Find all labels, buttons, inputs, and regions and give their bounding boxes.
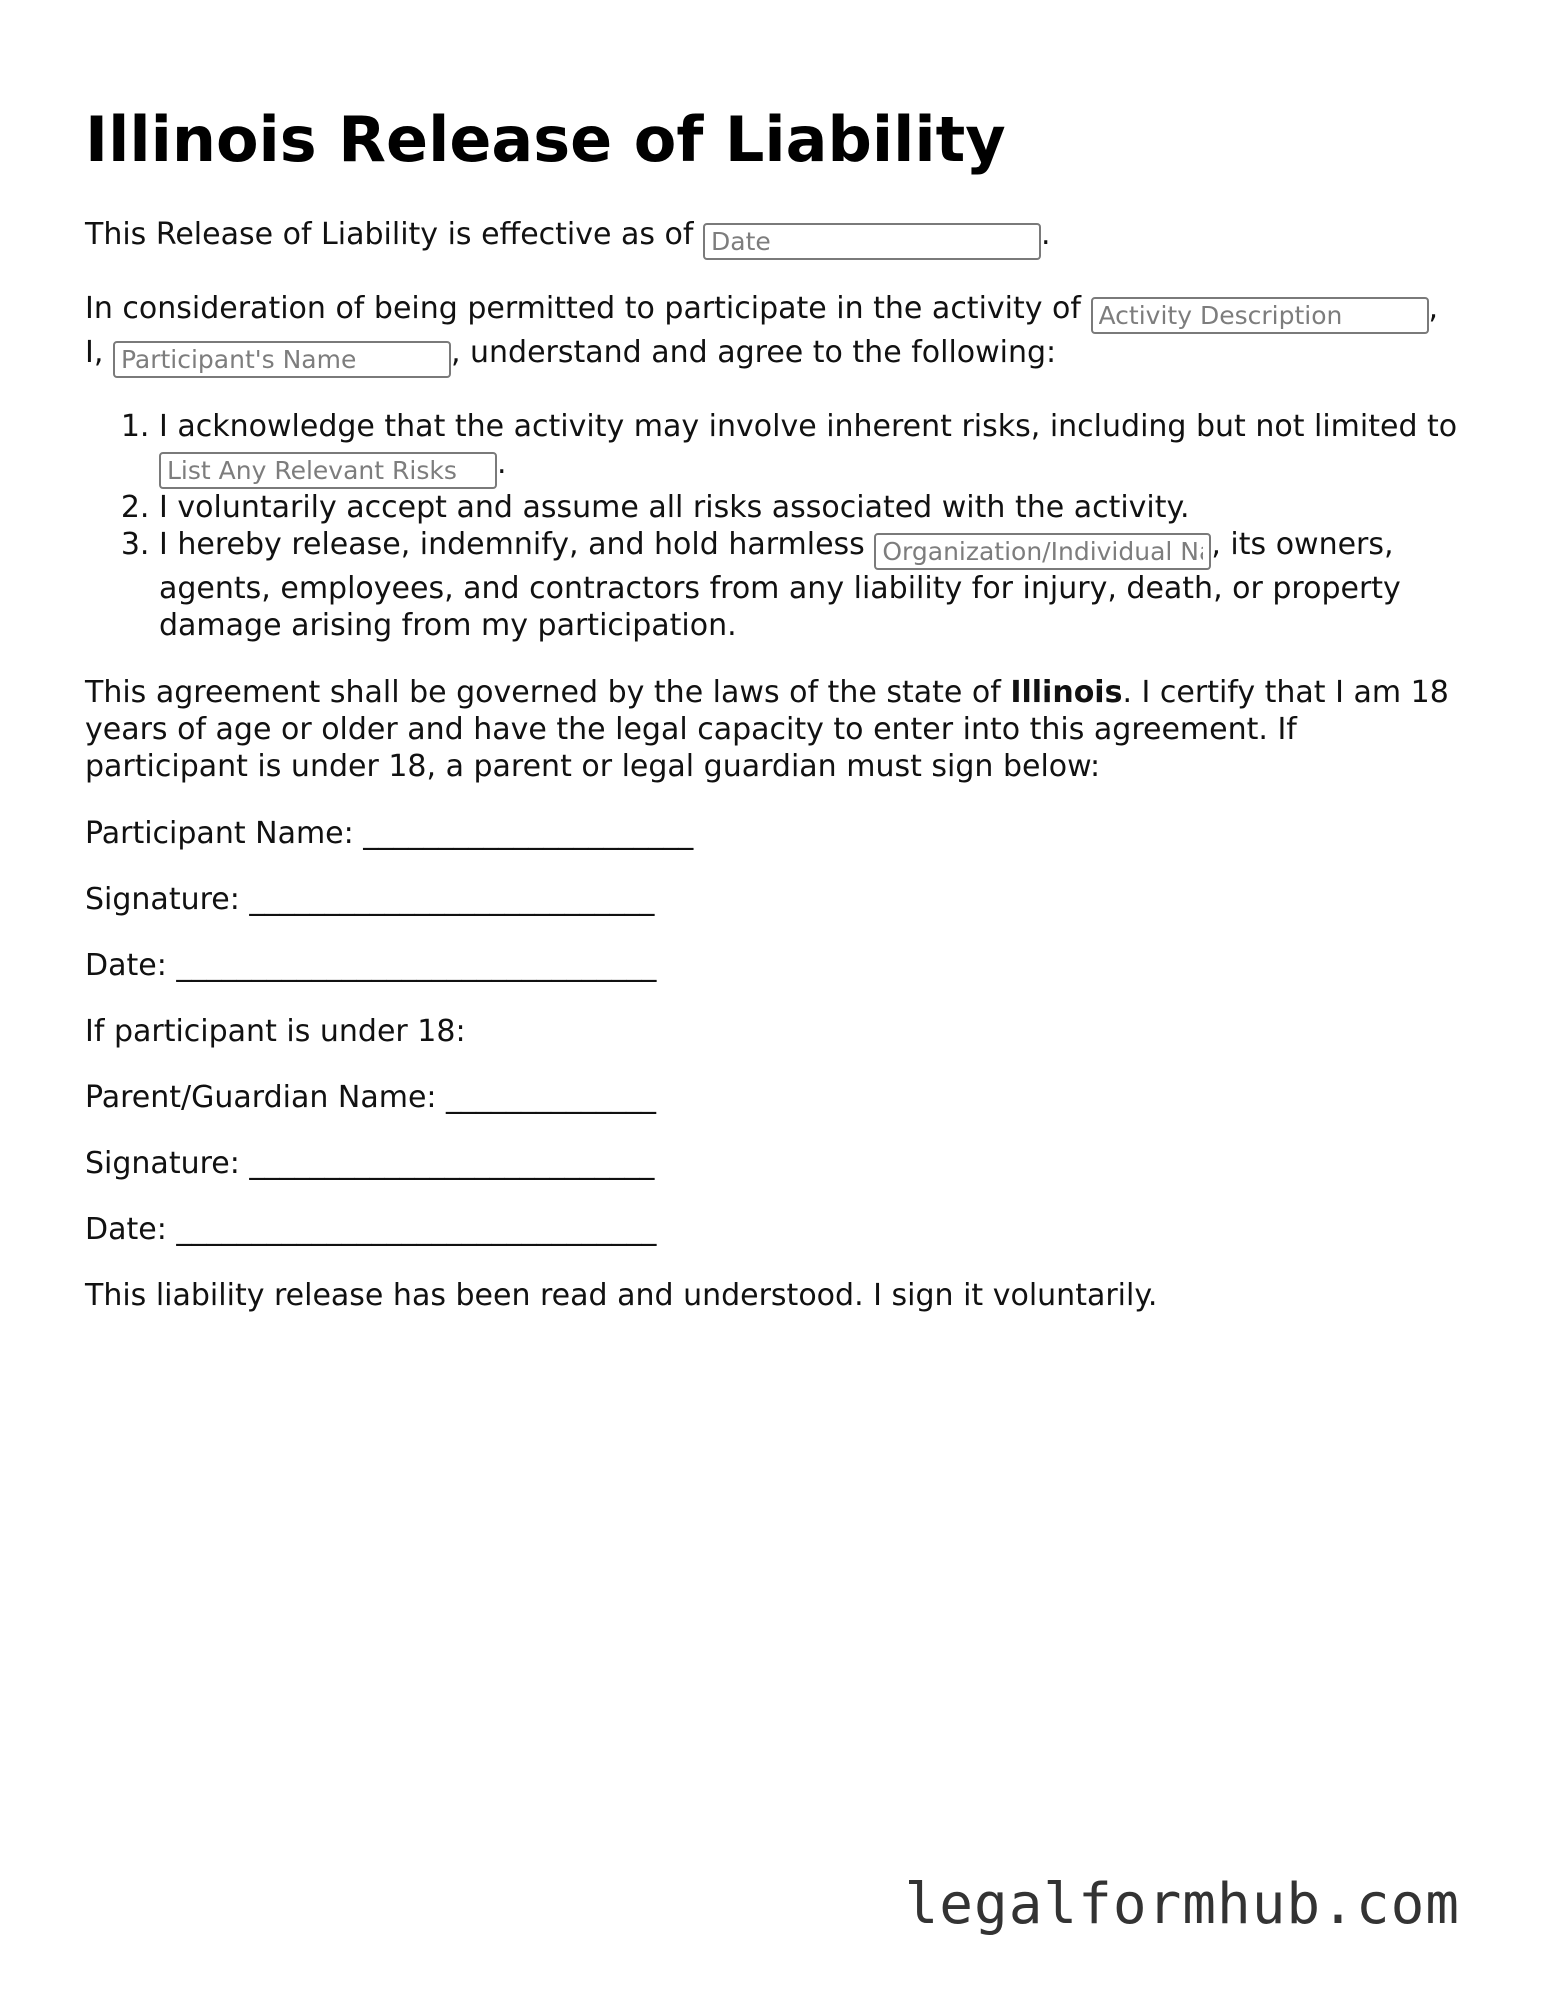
- term-item-risks: [159, 408, 1465, 489]
- participant-name-field[interactable]: [113, 341, 451, 378]
- governing-law-paragraph: [85, 674, 1465, 785]
- organization-name-field[interactable]: [874, 533, 1211, 570]
- document-title: Illinois Release of Liability: [85, 103, 1006, 176]
- closing-statement: This liability release has been read and understood. I sign it voluntarily.: [85, 1278, 1158, 1313]
- governing-law-text: This agreement shall be governed by the laws of the state of: [85, 675, 1001, 710]
- participant-date-line[interactable]: Date: ________________________________: [85, 948, 657, 983]
- date-field[interactable]: [703, 223, 1041, 260]
- participant-signature-line[interactable]: Signature: ___________________________: [85, 882, 655, 917]
- consideration-text: In consideration of being permitted to participate in the activity of: [85, 291, 1081, 326]
- participant-name-line[interactable]: Participant Name: ______________________: [85, 816, 694, 851]
- effective-date-period: .: [1041, 217, 1051, 252]
- guardian-date-line[interactable]: Date: ________________________________: [85, 1212, 657, 1247]
- term-item-release: [159, 526, 1465, 644]
- term-release-text: I hereby release, indemnify, and hold harmless: [159, 527, 865, 562]
- guardian-name-line[interactable]: Parent/Guardian Name: ______________: [85, 1080, 657, 1115]
- effective-date-paragraph: [85, 216, 1465, 260]
- term-release-rest: , its owners, agents, employees, and contractors from any liability for injury, death, or property damage arising from my participation.: [159, 527, 1401, 643]
- terms-list: [85, 408, 1465, 644]
- term-item-assume: 2. I voluntarily accept and assume all risks associated with the activity.: [159, 489, 1465, 526]
- activity-description-field[interactable]: [1091, 297, 1429, 334]
- site-watermark: legalformhub.com: [904, 1872, 1460, 1937]
- consideration-i-label: I,: [85, 335, 104, 370]
- consideration-agree-text: , understand and agree to the following:: [450, 335, 1057, 370]
- guardian-signature-line[interactable]: Signature: ___________________________: [85, 1146, 655, 1181]
- consideration-comma: ,: [1428, 291, 1439, 326]
- governing-law-rest: . I certify that I am 18 years of age or older and have the legal capacity to enter into this agreement. If participant is under 18, a parent or legal guardian must sign below:: [85, 675, 1449, 784]
- minor-heading: If participant is under 18:: [85, 1014, 466, 1049]
- term-risks-period: .: [497, 446, 507, 481]
- consideration-paragraph: [85, 290, 1465, 378]
- governing-state: Illinois: [1010, 675, 1123, 710]
- effective-date-text: This Release of Liability is effective as of: [85, 217, 694, 252]
- document-page: [85, 100, 1465, 1344]
- relevant-risks-field[interactable]: [159, 452, 497, 489]
- term-risks-text: I acknowledge that the activity may involve inherent risks, including but not limited to: [159, 409, 1458, 444]
